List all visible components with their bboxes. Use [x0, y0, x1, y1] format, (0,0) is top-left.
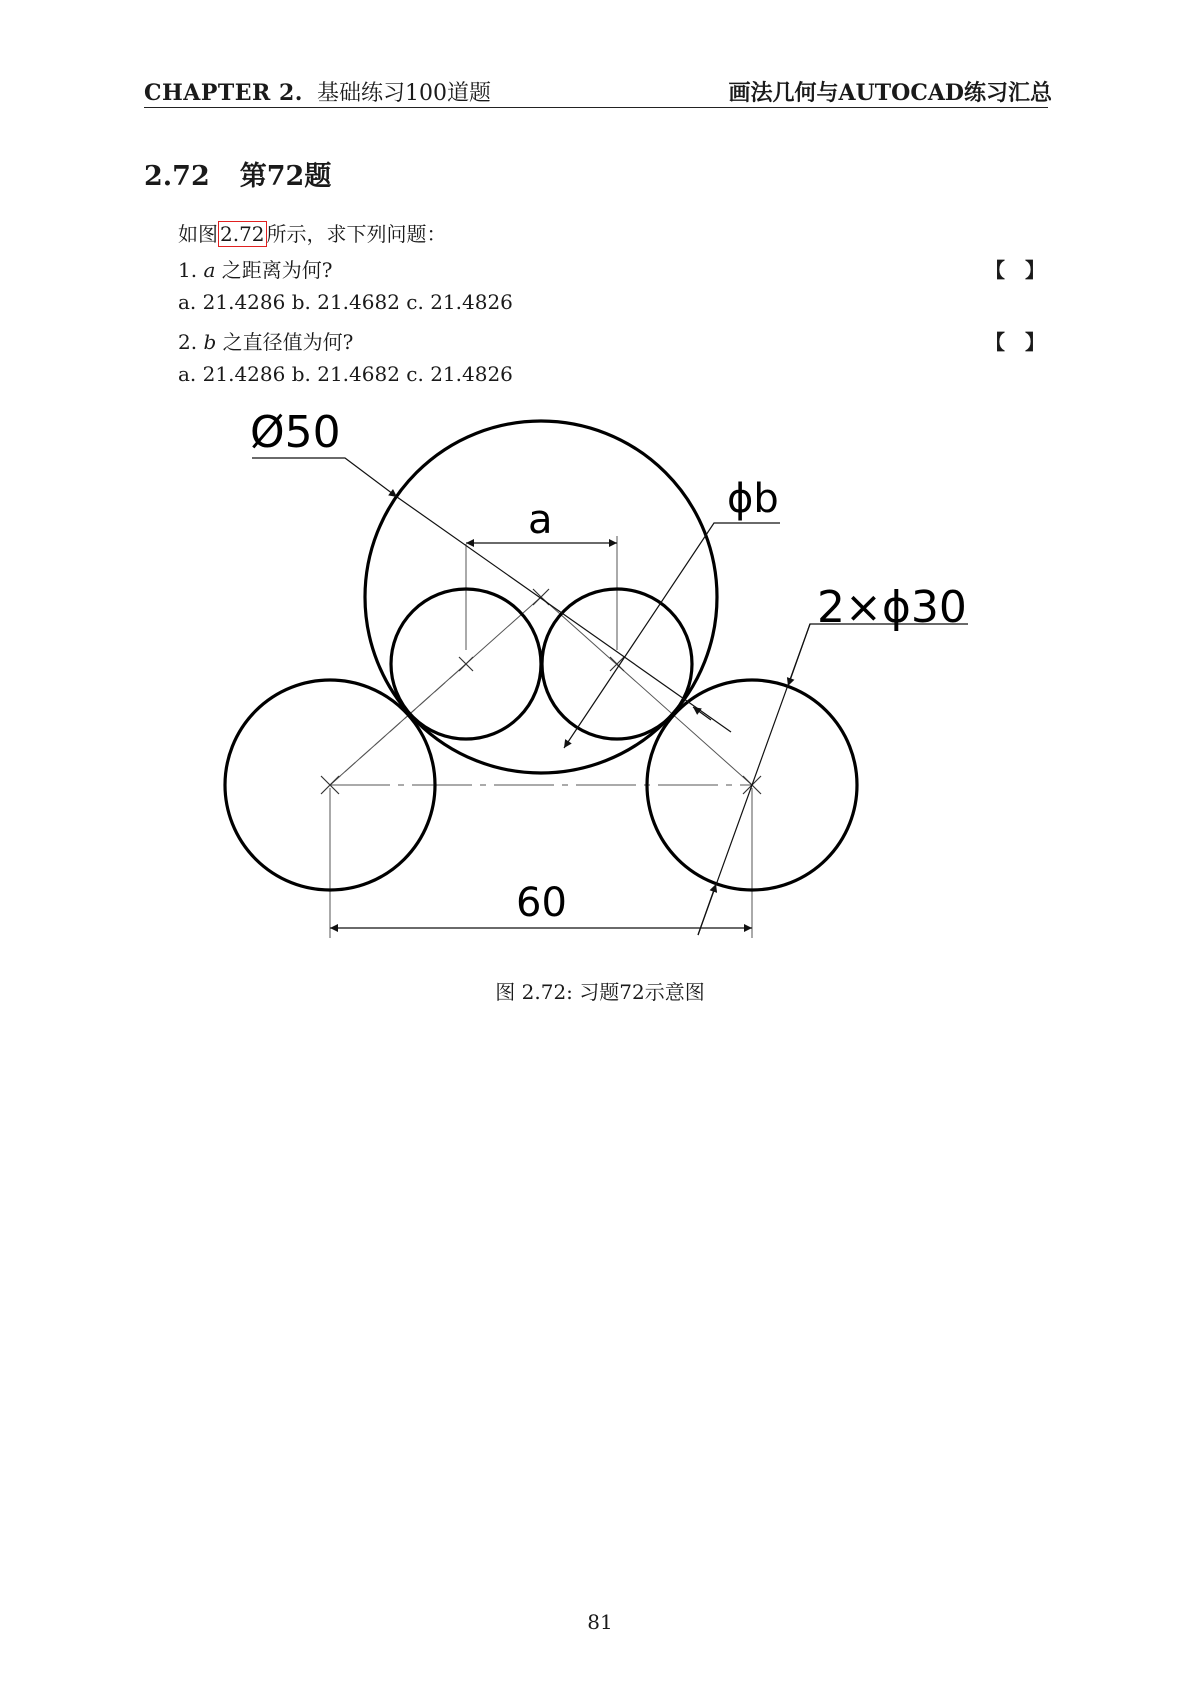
chapter-label: CHAPTER 2. [144, 80, 303, 106]
section-number: 2.72 [144, 161, 210, 192]
answer-bracket-1: 【 】 [985, 258, 1045, 282]
question-1-text: 之距离为何? [221, 258, 333, 282]
question-2-options: a. 21.4286 b. 21.4682 c. 21.4826 [178, 362, 513, 386]
label-d50: Ø50 [250, 407, 341, 458]
running-header-right: 画法几何与AUTOCAD练习汇总 [728, 80, 1052, 106]
question-1-variable: a [203, 258, 216, 282]
intro-prefix: 如图 [178, 222, 218, 246]
question-1-options: a. 21.4286 b. 21.4682 c. 21.4826 [178, 290, 513, 314]
intro-suffix: 所示，求下列问题： [266, 222, 447, 246]
question-1-number: 1. [178, 258, 198, 282]
question-2-text: 之直径值为何? [222, 330, 354, 354]
label-a: a [528, 497, 553, 543]
center-mark-small-left [459, 657, 473, 671]
label-60: 60 [516, 880, 567, 926]
page-number: 81 [587, 1610, 613, 1634]
leader-d50 [252, 458, 397, 497]
arrow-2xphi30-top [788, 624, 810, 686]
arrow-2xphi30-bottom [698, 884, 716, 935]
arrow-d50-end [693, 707, 711, 720]
chapter-title: 基础练习100道题 [316, 81, 491, 106]
figure-caption: 图 2.72: 习题72示意图 [495, 980, 705, 1004]
answer-bracket-2: 【 】 [985, 330, 1045, 354]
question-2-variable: b [203, 330, 217, 354]
label-2xphi30: 2×ϕ30 [817, 582, 967, 633]
diameter-line-d50 [397, 497, 731, 732]
label-phi-b: ϕb [727, 476, 779, 522]
question-2-number: 2. [178, 330, 198, 354]
section-name: 第72题 [239, 161, 332, 192]
figure-ref-link[interactable]: 2.72 [220, 222, 265, 246]
